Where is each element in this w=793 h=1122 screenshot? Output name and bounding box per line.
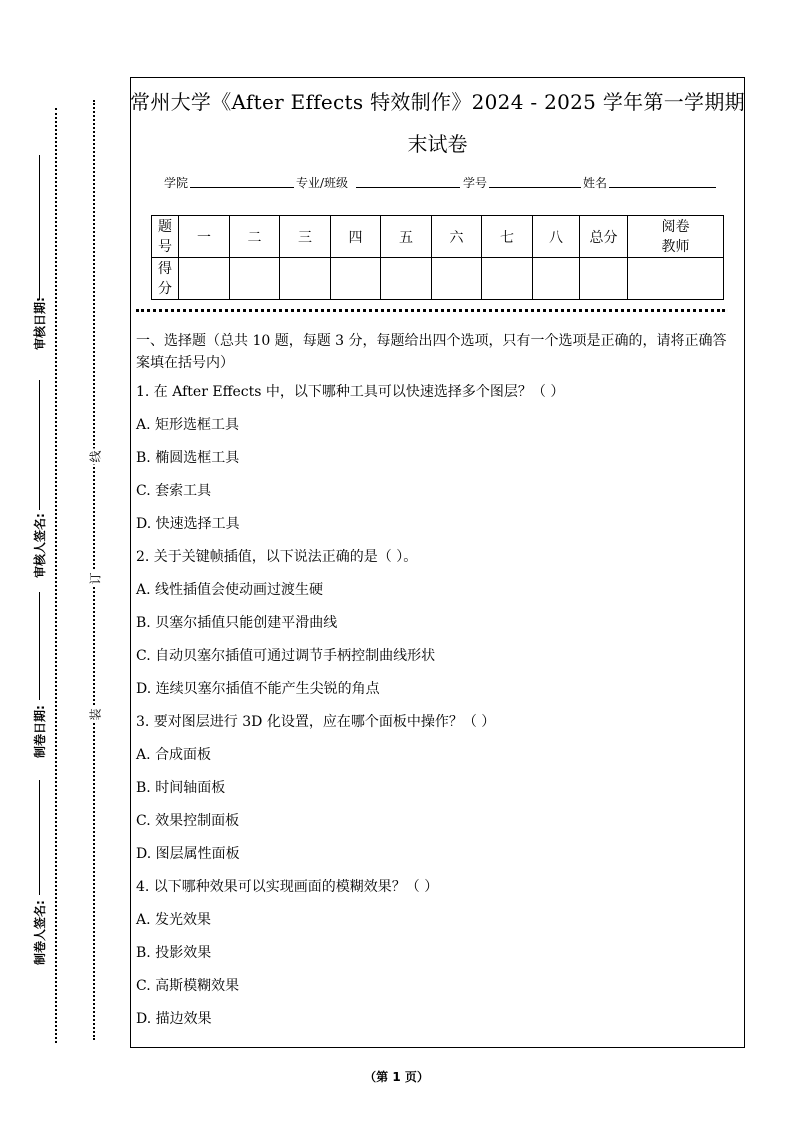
table-cell: 五 [381, 216, 432, 258]
option-4a: A. 发光效果 [136, 912, 212, 928]
option-3d: D. 图层属性面板 [136, 846, 240, 862]
score-input-2[interactable] [230, 258, 280, 300]
question-3: 3. 要对图层进行 3D 化设置，应在哪个面板中操作？（ ） [136, 714, 496, 730]
score-input-1[interactable] [179, 258, 230, 300]
paper-date-line[interactable] [39, 592, 40, 700]
table-cell: 六 [432, 216, 482, 258]
paper-maker-signature-line[interactable] [39, 780, 40, 895]
section-heading: 一、选择题（总共 10 题，每题 3 分，每题给出四个选项，只有一个选项是正确的，请将正确答案填在括号内） [136, 333, 727, 371]
section-multiple-choice [136, 330, 736, 1041]
field-name-input[interactable] [609, 187, 716, 188]
option-3a: A. 合成面板 [136, 747, 212, 763]
option-1c: C. 套索工具 [136, 483, 212, 499]
score-table-header-row [152, 216, 724, 258]
paper-maker-signature-label: 制卷人签名: [33, 900, 47, 965]
exam-title-cont: 末试卷 [407, 132, 468, 156]
exam-title: 常州大学《After Effects 特效制作》2024 - 2025 学年第一学期期 [130, 90, 745, 114]
binding-mark-line: 线 [88, 450, 103, 463]
option-2c: C. 自动贝塞尔插值可通过调节手柄控制曲线形状 [136, 648, 436, 664]
score-input-6[interactable] [432, 258, 482, 300]
score-table-score-row [152, 258, 724, 300]
field-college-label: 学院 [164, 176, 189, 190]
field-college-input[interactable] [190, 187, 294, 188]
question-1: 1. 在 After Effects 中，以下哪种工具可以快速选择多个图层？（ ） [136, 384, 565, 400]
option-1a: A. 矩形选框工具 [136, 417, 240, 433]
field-student-id-label: 学号 [463, 176, 488, 190]
table-cell-grader [628, 216, 724, 258]
outer-dotted-line [55, 108, 57, 1043]
table-cell: 七 [482, 216, 533, 258]
binding-mark-bind: 装 [88, 708, 103, 721]
table-cell: 三 [280, 216, 331, 258]
page-number: （第 1 页） [364, 1070, 429, 1084]
score-input-4[interactable] [331, 258, 381, 300]
field-major-class-label: 专业/班级 [296, 176, 349, 190]
table-cell-total: 总分 [580, 216, 628, 258]
option-1d: D. 快速选择工具 [136, 516, 240, 532]
paper-date-label: 制卷日期: [33, 705, 47, 758]
binding-mark-staple: 订 [88, 572, 103, 585]
field-student-id-input[interactable] [489, 187, 581, 188]
table-cell-score-label: 得分 [152, 258, 179, 300]
score-input-7[interactable] [482, 258, 533, 300]
reviewer-signature-label: 审核人签名: [33, 513, 47, 578]
score-input-5[interactable] [381, 258, 432, 300]
option-3b: B. 时间轴面板 [136, 780, 226, 796]
option-3c: C. 效果控制面板 [136, 813, 240, 829]
table-cell: 二 [230, 216, 280, 258]
reviewer-signature-line[interactable] [39, 380, 40, 510]
table-cell: 一 [179, 216, 230, 258]
table-cell: 八 [533, 216, 580, 258]
option-1b: B. 椭圆选框工具 [136, 450, 240, 466]
dotted-separator [136, 309, 725, 312]
option-2d: D. 连续贝塞尔插值不能产生尖锐的角点 [136, 681, 380, 697]
table-cell: 四 [331, 216, 381, 258]
field-major-class-input[interactable] [356, 187, 460, 188]
option-2b: B. 贝塞尔插值只能创建平滑曲线 [136, 615, 338, 631]
review-date-line[interactable] [39, 155, 40, 300]
table-cell-question-no: 题号 [152, 216, 179, 258]
question-4: 4. 以下哪种效果可以实现画面的模糊效果？（ ） [136, 879, 439, 895]
score-table [151, 215, 724, 300]
option-2a: A. 线性插值会使动画过渡生硬 [136, 582, 324, 598]
option-4b: B. 投影效果 [136, 945, 212, 961]
option-4c: C. 高斯模糊效果 [136, 978, 240, 994]
score-input-total[interactable] [580, 258, 628, 300]
score-input-3[interactable] [280, 258, 331, 300]
question-2: 2. 关于关键帧插值，以下说法正确的是（ ）。 [136, 549, 418, 565]
grader-text: 阅卷教师 [661, 218, 690, 255]
option-4d: D. 描边效果 [136, 1011, 212, 1027]
grader-input[interactable] [628, 258, 724, 300]
review-date-label: 审核日期: [33, 297, 47, 350]
score-input-8[interactable] [533, 258, 580, 300]
field-name-label: 姓名 [583, 176, 608, 190]
